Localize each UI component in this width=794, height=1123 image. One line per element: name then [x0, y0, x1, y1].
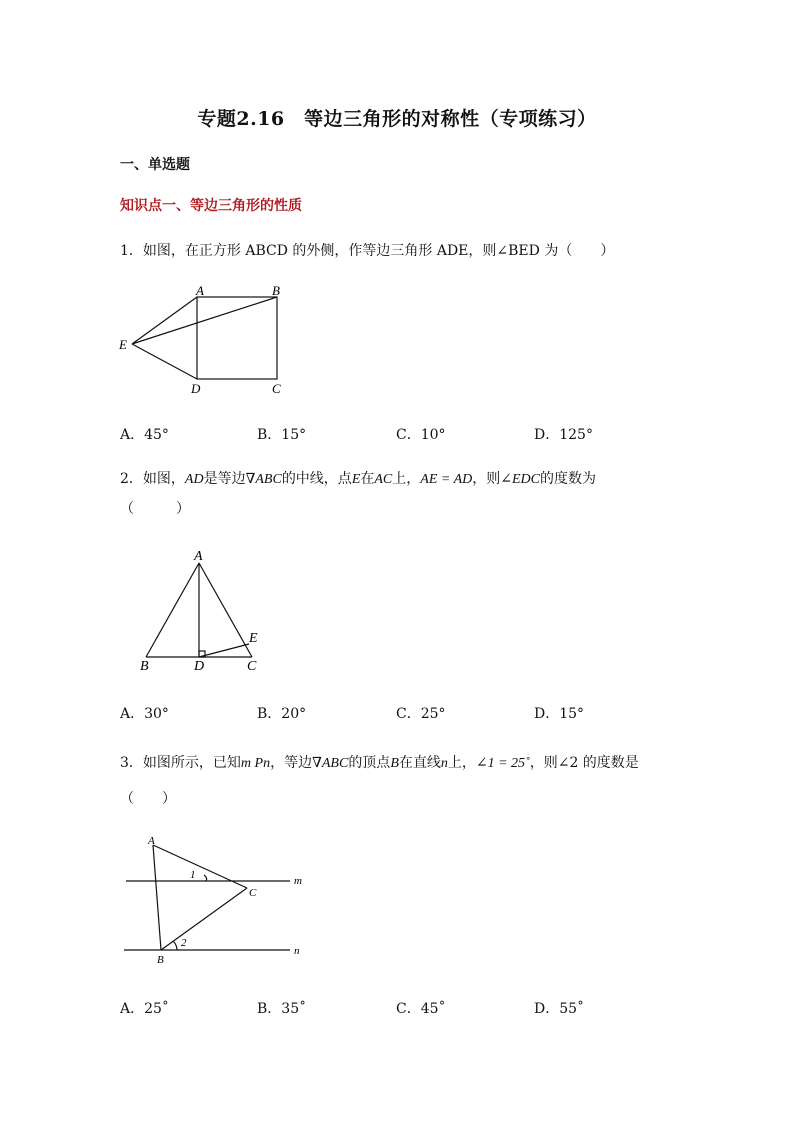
q1-option-a: A．45° [120, 427, 169, 443]
q2-option-a: A．30° [120, 706, 169, 722]
question-1-figure [116, 282, 296, 398]
knowledge-point-heading: 知识点一、等边三角形的性质 [120, 198, 302, 214]
q2-label-e: E [249, 631, 258, 646]
q2-label-c: C [247, 659, 257, 674]
question-1-text: 1．如图，在正方形 ABCD 的外侧，作等边三角形 ADE，则∠BED 为（ ） [120, 243, 615, 259]
q3-label-b: B [157, 954, 164, 966]
q2-option-d: D．15° [534, 706, 585, 722]
question-3-paren: （ ） [120, 791, 176, 807]
section-heading: 一、单选题 [120, 157, 190, 173]
q3-label-2: 2 [181, 937, 187, 949]
q2-label-a: A [194, 549, 203, 564]
q3-label-c: C [249, 887, 257, 899]
q1-option-c: C．10° [396, 427, 446, 443]
q3-label-n: n [294, 945, 300, 957]
question-3-figure [120, 830, 320, 970]
q3-option-c: C．45˚ [396, 1001, 446, 1017]
page-title: 专题2.16 等边三角形的对称性（专项练习） [197, 108, 597, 130]
q1-option-d: D．125° [534, 427, 593, 443]
q2-label-b: B [140, 659, 149, 674]
q1-label-e: E [119, 337, 127, 352]
q3-option-d: D．55˚ [534, 1001, 585, 1017]
q1-label-a: A [196, 283, 204, 298]
question-2-text: 2．如图，AD是等边∇ABC的中线，点E在AC上，AE = AD，则∠EDC的度数为 [120, 471, 596, 487]
q1-label-c: C [272, 381, 281, 396]
q2-option-c: C．25° [396, 706, 446, 722]
q3-option-b: B．35˚ [257, 1001, 307, 1017]
q2-label-d: D [194, 659, 205, 674]
question-2-paren: （ ） [120, 501, 190, 517]
q2-option-b: B．20° [257, 706, 307, 722]
q3-label-a: A [148, 835, 155, 847]
question-3-text: 3．如图所示，已知m Pn，等边∇ABC的顶点B在直线n上，∠1 = 25˚，则∠2 的度数是 [120, 755, 639, 771]
question-2-figure [136, 545, 272, 675]
q3-label-m: m [294, 875, 302, 887]
q1-option-b: B．15° [257, 427, 307, 443]
q1-label-d: D [191, 381, 201, 396]
q1-label-b: B [272, 283, 280, 298]
q3-label-1: 1 [190, 869, 196, 881]
q3-option-a: A．25˚ [120, 1001, 169, 1017]
